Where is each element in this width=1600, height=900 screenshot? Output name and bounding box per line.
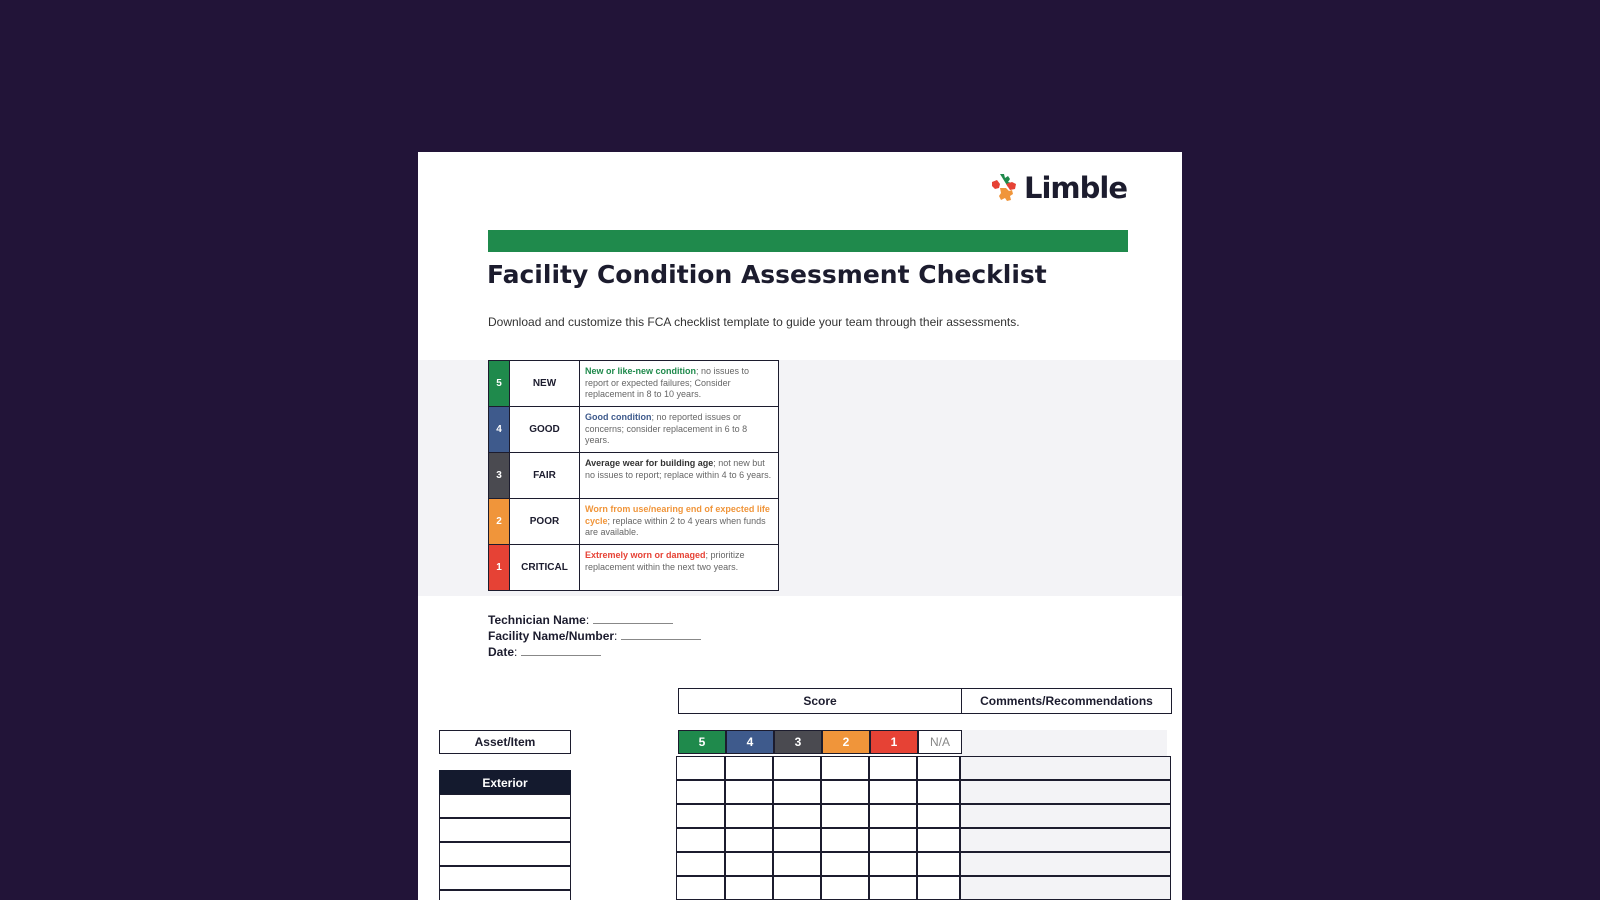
score-checkbox-cell[interactable] <box>725 756 773 780</box>
technician-label: Technician Name <box>488 613 586 627</box>
legend-highlight: Good condition <box>585 412 652 422</box>
asset-input-row[interactable] <box>439 842 571 866</box>
score-checkbox-cell[interactable] <box>773 780 821 804</box>
legend-row <box>489 361 778 407</box>
score-checkbox-cell[interactable] <box>869 828 917 852</box>
score-checkbox-cell[interactable] <box>821 852 869 876</box>
comment-input-cell[interactable] <box>960 876 1171 900</box>
score-checkbox-cell[interactable] <box>821 804 869 828</box>
legend-label: GOOD <box>510 407 580 452</box>
score-checkbox-cell[interactable] <box>917 876 960 900</box>
score-option-2: 2 <box>822 730 870 754</box>
score-checkbox-cell[interactable] <box>869 780 917 804</box>
legend-label: POOR <box>510 499 580 544</box>
gear-logo-icon <box>986 170 1022 206</box>
facility-name-field[interactable]: Facility Name/Number: <box>488 629 701 643</box>
legend-description <box>580 407 778 452</box>
legend-description <box>580 499 778 544</box>
legend-label: FAIR <box>510 453 580 498</box>
score-checkbox-cell[interactable] <box>676 756 725 780</box>
score-checkbox-cell[interactable] <box>773 828 821 852</box>
legend-score: 2 <box>489 499 510 544</box>
asset-input-row[interactable] <box>439 890 571 900</box>
comment-input-cell[interactable] <box>960 756 1171 780</box>
score-checkbox-cell[interactable] <box>821 828 869 852</box>
score-checkbox-cell[interactable] <box>676 828 725 852</box>
score-checkbox-cell[interactable] <box>773 804 821 828</box>
score-checkbox-cell[interactable] <box>676 804 725 828</box>
asset-input-row[interactable] <box>439 818 571 842</box>
score-checkbox-cell[interactable] <box>676 876 725 900</box>
score-checkbox-cell[interactable] <box>917 756 960 780</box>
score-option-4: 4 <box>726 730 774 754</box>
checklist-document <box>418 152 1182 900</box>
limble-logo <box>986 170 1127 206</box>
score-option-na: N/A <box>918 730 962 754</box>
facility-label: Facility Name/Number <box>488 629 615 643</box>
facility-line[interactable] <box>621 631 701 640</box>
legend-row <box>489 407 778 453</box>
legend-row <box>489 453 778 499</box>
comment-input-cell[interactable] <box>960 828 1171 852</box>
date-line[interactable] <box>521 647 601 656</box>
legend-text: ; not new but no issues to report; replace within 4 to 6 years. <box>585 458 772 480</box>
section-exterior-header: Exterior <box>439 770 571 795</box>
comment-input-cell[interactable] <box>960 780 1171 804</box>
score-checkbox-cell[interactable] <box>676 852 725 876</box>
score-checkbox-cell[interactable] <box>869 876 917 900</box>
score-option-5: 5 <box>678 730 726 754</box>
legend-text: ; no issues to report or expected failures; Consider replacement in 8 to 10 years. <box>585 366 750 399</box>
header-accent-bar <box>488 230 1128 252</box>
score-checkbox-cell[interactable] <box>676 780 725 804</box>
score-checkbox-cell[interactable] <box>725 780 773 804</box>
asset-item-header: Asset/Item <box>439 730 571 754</box>
legend-highlight: New or like-new condition <box>585 366 697 376</box>
score-checkbox-cell[interactable] <box>869 756 917 780</box>
asset-input-row[interactable] <box>439 794 571 818</box>
date-field[interactable]: Date: <box>488 645 601 659</box>
score-checkbox-cell[interactable] <box>725 828 773 852</box>
legend-text: ; replace within 2 to 4 years when funds are available. <box>585 515 766 537</box>
score-checkbox-cell[interactable] <box>773 756 821 780</box>
legend-label: CRITICAL <box>510 545 580 590</box>
technician-name-field[interactable]: Technician Name: <box>488 613 673 627</box>
score-option-3: 3 <box>774 730 822 754</box>
legend-text: ; no reported issues or concerns; consider replacement in 6 to 8 years. <box>585 412 748 445</box>
score-checkbox-cell[interactable] <box>869 852 917 876</box>
legend-text: ; prioritize replacement within the next two years. <box>585 550 745 572</box>
legend-score: 1 <box>489 545 510 590</box>
date-label: Date <box>488 645 515 659</box>
legend-highlight: Average wear for building age <box>585 458 714 468</box>
legend-highlight: Extremely worn or damaged <box>585 550 706 560</box>
score-checkbox-cell[interactable] <box>773 852 821 876</box>
comment-input-cell[interactable] <box>960 804 1171 828</box>
comment-input-cell[interactable] <box>960 852 1171 876</box>
legend-row <box>489 499 778 545</box>
legend-label: NEW <box>510 361 580 406</box>
page-subtitle: Download and customize this FCA checklist template to guide your team through their assessments. <box>488 315 1020 329</box>
legend-highlight: Worn from use/nearing end of expected life cycle <box>585 504 770 526</box>
score-checkbox-cell[interactable] <box>917 804 960 828</box>
legend-score: 3 <box>489 453 510 498</box>
score-header: Score <box>678 688 962 714</box>
legend-description <box>580 361 778 406</box>
technician-line[interactable] <box>593 615 673 624</box>
score-checkbox-cell[interactable] <box>869 804 917 828</box>
asset-input-row[interactable] <box>439 866 571 890</box>
legend-score: 5 <box>489 361 510 406</box>
score-checkbox-cell[interactable] <box>821 780 869 804</box>
score-checkbox-cell[interactable] <box>725 852 773 876</box>
score-checkbox-cell[interactable] <box>821 756 869 780</box>
score-checkbox-cell[interactable] <box>917 780 960 804</box>
legend-score: 4 <box>489 407 510 452</box>
legend-description <box>580 545 778 590</box>
score-checkbox-cell[interactable] <box>917 852 960 876</box>
legend-description <box>580 453 778 498</box>
legend-row <box>489 545 778 590</box>
score-option-1: 1 <box>870 730 918 754</box>
logo-wordmark: Limble <box>1024 171 1128 205</box>
score-checkbox-cell[interactable] <box>725 876 773 900</box>
score-checkbox-cell[interactable] <box>725 804 773 828</box>
page-title: Facility Condition Assessment Checklist <box>487 260 1047 289</box>
score-legend <box>488 360 779 591</box>
score-checkbox-cell[interactable] <box>773 876 821 900</box>
comments-header: Comments/Recommendations <box>961 688 1172 714</box>
score-checkbox-cell[interactable] <box>821 876 869 900</box>
score-checkbox-cell[interactable] <box>917 828 960 852</box>
